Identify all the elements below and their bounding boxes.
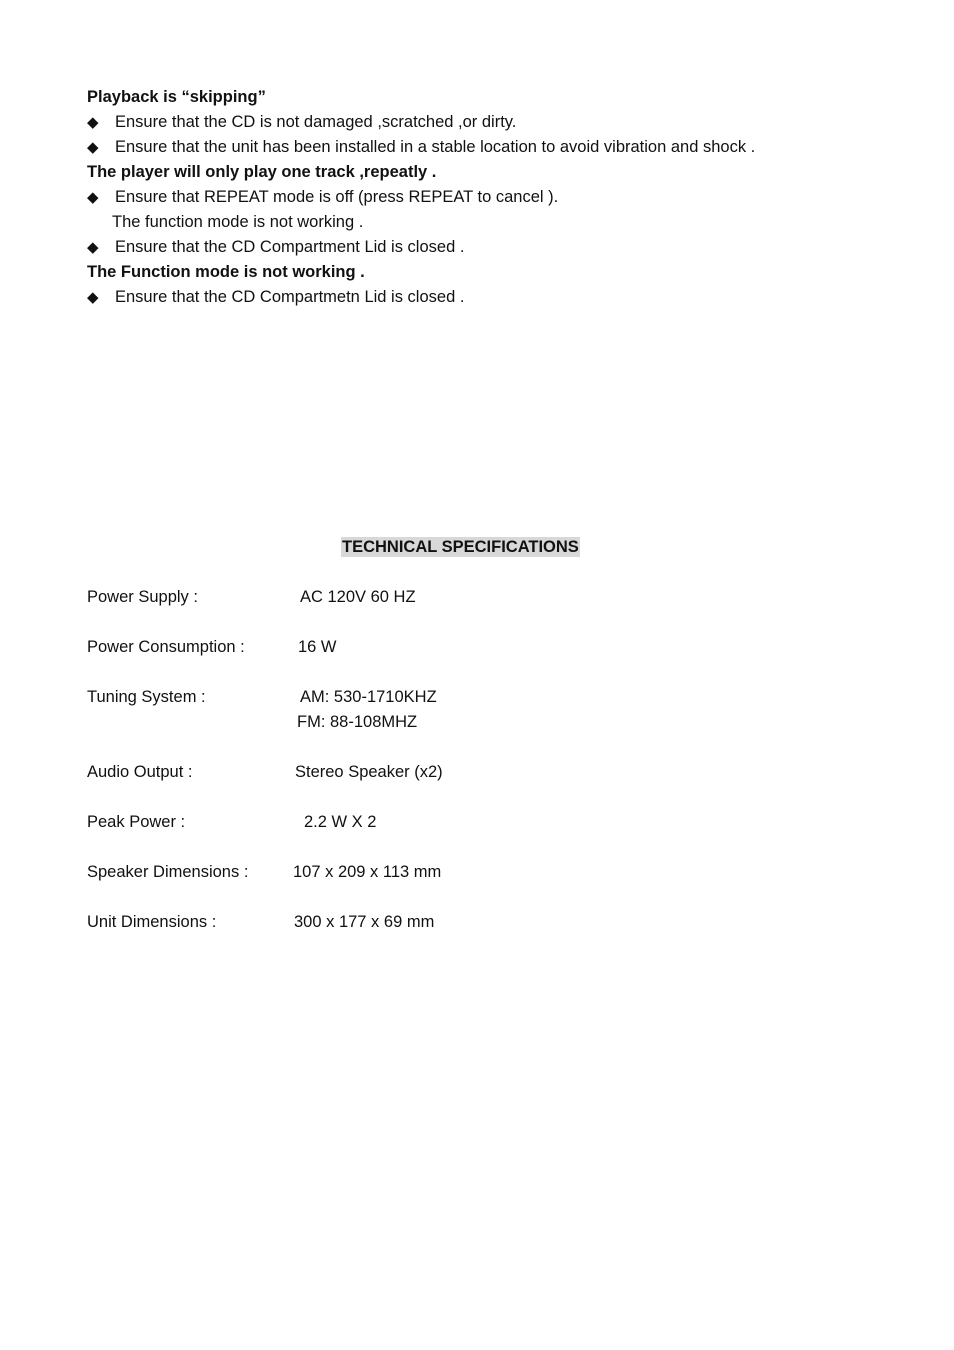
list-item-text: Ensure that REPEAT mode is off (press REPEAT to cancel ).	[115, 188, 559, 206]
list-item	[87, 137, 755, 158]
diamond-bullet-icon: ◆	[87, 289, 99, 306]
list-item-text: Ensure that the CD is not damaged ,scratched ,or dirty.	[115, 113, 517, 131]
list-item	[87, 112, 516, 133]
function-mode-heading: The Function mode is not working .	[87, 263, 365, 281]
spec-value-power-supply: AC 120V 60 HZ	[300, 588, 416, 606]
list-item	[87, 237, 464, 258]
skipping-heading: Playback is “skipping”	[87, 88, 266, 106]
repeat-subtext: The function mode is not working .	[112, 213, 364, 231]
diamond-bullet-icon: ◆	[87, 139, 99, 156]
repeat-heading: The player will only play one track ,repeatly .	[87, 163, 437, 181]
specs-heading: TECHNICAL SPECIFICATIONS	[342, 538, 579, 556]
spec-value-speaker-dimensions: 107 x 209 x 113 mm	[293, 863, 442, 881]
spec-value-unit-dimensions: 300 x 177 x 69 mm	[294, 913, 435, 931]
spec-label-unit-dimensions: Unit Dimensions :	[87, 913, 217, 931]
diamond-bullet-icon: ◆	[87, 239, 99, 256]
list-item	[87, 187, 558, 208]
spec-value-peak-power: 2.2 W X 2	[304, 813, 377, 831]
spec-value-power-consumption: 16 W	[298, 638, 337, 656]
spec-label-power-consumption: Power Consumption :	[87, 638, 245, 656]
spec-label-power-supply: Power Supply :	[87, 588, 198, 606]
list-item	[87, 287, 464, 308]
list-item-text: Ensure that the unit has been installed in a stable location to avoid vibration and shock .	[115, 138, 756, 156]
spec-label-speaker-dimensions: Speaker Dimensions :	[87, 863, 249, 881]
list-item-text: Ensure that the CD Compartment Lid is closed .	[115, 238, 465, 256]
spec-label-audio-output: Audio Output :	[87, 763, 193, 781]
spec-label-peak-power: Peak Power :	[87, 813, 186, 831]
spec-value-tuning-fm: FM: 88-108MHZ	[297, 713, 418, 731]
diamond-bullet-icon: ◆	[87, 189, 99, 206]
spec-label-tuning-system: Tuning System :	[87, 688, 206, 706]
spec-value-tuning-am: AM: 530-1710KHZ	[300, 688, 437, 706]
list-item-text: Ensure that the CD Compartmetn Lid is closed .	[115, 288, 465, 306]
spec-value-audio-output: Stereo Speaker (x2)	[295, 763, 443, 781]
diamond-bullet-icon: ◆	[87, 114, 99, 131]
